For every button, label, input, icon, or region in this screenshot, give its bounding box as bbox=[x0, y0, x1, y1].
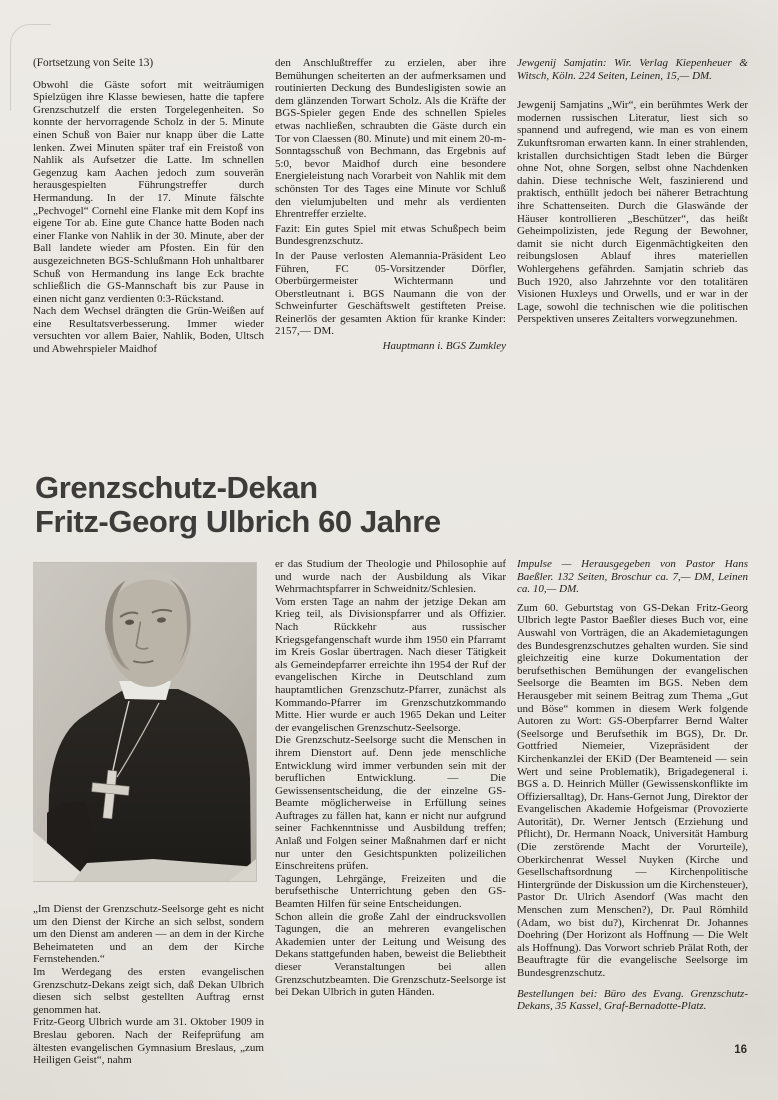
top-column-1 bbox=[33, 57, 264, 471]
page-number: 16 bbox=[734, 1044, 747, 1056]
continuation-note: (Fortsetzung von Seite 13) bbox=[33, 57, 154, 69]
book-review-body: Jewgenij Samjatins „Wir“, ein berühmtes Werk der modernen russischen Literatur, liest sich so spannend und aufregend, wie man es von einem Zukunftsroman erwarten kann. In einer strahlenden, kristallen durchsichtigen Stadt leben die Bürger ohne Not, ohne Sorgen, selbst ohne Nachdenken dahin. Diese technische Welt, faszinierend und praktisch, enthüllt jedoch bei näherer Betrachtung ihre Schattenseiten. Durch die Glaswände der Häuser kontrollieren „Beschützer“, das heißt Geheimpolizisten, jede Regung der Bewohner, damit sie nicht durch Eigenmächtigkeiten den reibungslosen Ablauf ihres materiellen Wohlergehens gefährden. Samjatin schrieb das Buch 1920, also Jahrzehnte vor den totalitären Visionen Huxleys und Orwells, und er war in der Lage, sowohl die technischen wie die politischen Perspektiven unseres Zeitalters vorwegzunehmen. bbox=[517, 99, 748, 326]
paragraph: er das Studium der Theologie und Philosophie auf und wurde nach der Ausbildung als Vikar Wehrmachtspfarrer in Schweidnitz/Schlesien. bbox=[275, 558, 506, 596]
paragraph-fazit: Fazit: Ein gutes Spiel mit etwas Schußpech beim Bundesgrenzschutz. bbox=[275, 222, 506, 248]
article-column-1 bbox=[33, 558, 264, 1096]
paragraph: Nach dem Wechsel drängten die Grün-Weißen auf eine Resultatsverbesserung. Immer wieder versuchten vor allem Baier, Nahlik, Boden, Ultsch und Abwehrspieler Maidhof bbox=[33, 305, 264, 356]
article-column-2 bbox=[275, 558, 506, 1096]
main-article-section bbox=[33, 558, 748, 1096]
paragraph: In der Pause verlosten Alemannia-Präsident Leo Führen, FC 05-Vorsitzender Dörfler, Oberbürgermeister Wichtermann und Oberstleutnant i. BGS Naumann die von der Schweinfurter Geschäftswelt gestifteten Preise. Reinerlös der gesamten Aktion für kranke Kinder: 2157,— DM. bbox=[275, 249, 506, 338]
author-signature: Hauptmann i. BGS Zumkley bbox=[382, 340, 506, 353]
paragraph: Tagungen, Lehrgänge, Freizeiten und die berufsethische Unterrichtung geben den GS-Beamten Hilfen für seine Entscheidungen. bbox=[275, 872, 506, 911]
article-column-3-book-review bbox=[517, 558, 748, 1096]
top-article-section bbox=[33, 57, 748, 471]
headline-line-1: Grenzschutz-Dekan bbox=[35, 470, 318, 505]
paragraph: Obwohl die Gäste sofort mit weiträumigen Spielzügen ihre Klasse bewiesen, hatte die tapfere Grenzschutzelf die ersten Torgelegenheiten. So konnte der hervorragende Scholz in der 5. Minute einen Schuß von Baier nur knapp über die Latte lenken. Zwei Minuten später traf ein Freistoß von Nahlik als Aufsetzer die Latte. Im schnellen Gegenzug kam Aachen jedoch zum souverän herausgespielten Führungstreffer durch Hermandung. In der 17. Minute fälschte „Pechvogel“ Cornehl eine Flanke mit dem Kopf ins eigene Tor ab. Eine gute Chance hatte Boden nach einer Flanke von Nahlik in der 30. Minute, aber der Ball landete wieder am Pfosten. Ein für den ausgezeichneten BGS-Schlußmann Hoh unhaltbarer Schuß von Hermandung ins lange Eck brachte schließlich die GS-Mannschaft bis zur Pause in einen nicht ganz verdienten 0:3-Rückstand. bbox=[33, 78, 264, 305]
paragraph: Schon allein die große Zahl der eindrucksvollen Tagungen, die an mehreren evangelischen Akademien unter der Leitung und Weisung des Dekans stattgefunden haben, beweist die Beliebtheit dieser Veranstaltungen bei allen Grenzschutzbeamten. Die Grenzschutz-Seelsorge ist bei Dekan Ulbrich in guten Händen. bbox=[275, 910, 506, 999]
top-column-2 bbox=[275, 57, 506, 471]
paragraph: Im Werdegang des ersten evangelischen Grenzschutz-Dekans zeigt sich, daß Dekan Ulbrich diesen sich selbst gestellten Auftrag ernst genommen hat. bbox=[33, 965, 264, 1016]
article-headline bbox=[35, 471, 441, 539]
photo-caption-block bbox=[33, 903, 264, 1067]
book-citation: Impulse — Herausgegeben von Pastor Hans Baeßler. 132 Seiten, Broschur ca. 7,— DM, Leinen ca. 10,— DM. bbox=[517, 558, 748, 596]
book-review-body: Zum 60. Geburtstag von GS-Dekan Fritz-Georg Ulbrich legte Pastor Baeßler dieses Buch vor, eine Auswahl von Vorträgen, die an Akademietagungen des Bundesgrenzschutzes gehalten wurden. Sie sind gleichzeitig eine kurze Dokumentation der berufsethischen Bemühungen der evangelischen Seelsorge die Beamten im BGS. Neben dem Herausgeber mit seinem Beitrag zum Thema „Gut und Böse“ kommen in diesem Werk folgende Autoren zu Wort: GS-Oberpfarrer Bernd Walter (Seelsorge und Berufsethik im BGS), Dr. Dr. Gottfried Niemeier, Vizepräsident der Kirchenkanzlei der EKiD (Der Beamteneid — sein Wert und seine Problematik), Brigadegeneral i. BGS a. D. Heinrich Müller (Gewissenskonflikte im Offiziersalltag), Dr. Hans-Gernot Jung, Direktor der Evangelischen Akademie Hofgeismar (Provozierte Autorität), Dr. Werner Jentsch (Erziehung und Pflicht), Dr. Hermann Noack, Universität Hamburg (Die zerstörende Macht der Vorurteile), Oberkirchenrat Wessel Nuyken (Kirche und Gesellschaftsordnung — Kirchenpolitische Hintergründe der Diskussion um die Kirchensteuer), Pastor Dr. Ulrich Asendorf (Was macht den Menschen zum Menschen?), Dr. Paul Römhild (Adam, wo bist du?), Kirchenrat Dr. Johannes Doehring (Der Horizont als Hoffnung — Die Welt als Hoffnung). Das Vorwort schrieb Prälat Roth, der Beauftragte für die evangelische Seelsorge im Bundesgrenzschutz. bbox=[517, 601, 748, 979]
dekan-ulbrich-photo bbox=[33, 563, 256, 881]
book-citation: Jewgenij Samjatin: Wir. Verlag Kiepenheuer & Witsch, Köln. 224 Seiten, Leinen, 15,— DM. bbox=[517, 57, 748, 82]
headline-line-2: Fritz-Georg Ulbrich 60 Jahre bbox=[35, 504, 441, 539]
ordering-info: Bestellungen bei: Büro des Evang. Grenzschutz-Dekans, 35 Kassel, Graf-Bernadotte-Platz. bbox=[517, 987, 748, 1013]
paragraph: Fritz-Georg Ulbrich wurde am 31. Oktober 1909 in Breslau geboren. Nach der Reifeprüfung am ältesten evangelischen Gymnasium Breslaus, „zum Heiligen Geist“, nahm bbox=[33, 1016, 264, 1067]
paragraph: Die Grenzschutz-Seelsorge sucht die Menschen in ihrem Dienstort auf. Denn jede menschliche Entwicklung wird immer verbunden sein mit der beruflichen Entwicklung. — Die Gewissensentscheidung, die der einzelne GS-Beamte möglicherweise in Erfüllung seines Auftrages zu fällen hat, kann er nicht nur aufgrund seiner Fachkenntnisse und Ausbildung treffen; Anlaß und Folgen seiner Maßnahmen darf er nicht nur unter den Gesichtspunkten polizeilichen Einschreitens prüfen. bbox=[275, 734, 506, 873]
quote-paragraph: „Im Dienst der Grenzschutz-Seelsorge geht es nicht um den Dienst der Kirche an sich selbst, sondern um den Dienst am anderen — an dem in der Kirche Beheimateten und an dem der Kirche Fernstehenden.“ bbox=[33, 903, 264, 966]
paragraph: den Anschlußtreffer zu erzielen, aber ihre Bemühungen scheiterten an der aufmerksamen und routinierten Deckung des Bundesligisten sowie an dem glänzenden Torwart Scholz. Als die Kräfte der BGS-Spieler gegen Ende des schnellen Spieles etwas nachließen, schraubten die Gäste durch ein Tor von Claessen (80. Minute) und mit einem 20-m-Sonntagsschuß von Bechmann, das Ergebnis auf 5:0, bevor Maidhof durch eine besondere Energieleistung nach Vorarbeit von Nahlik mit dem schönsten Tor des Tages eine Minute vor Schluß den vielumjubelten und mehr als verdienten Ehrentreffer erzielte. bbox=[275, 57, 506, 221]
paragraph: Vom ersten Tage an nahm der jetzige Dekan am Krieg teil, als Divisionspfarrer und als Offizier. Nach Rückkehr aus russischer Kriegsgefangenschaft wurde ihm 1950 ein Pfarramt im Kreis Goslar übertragen. Nach dieser Tätigkeit als Gemeindepfarrer erreichte ihn 1954 der Ruf der evangelischen Kirche in Deutschland zum hauptamtlichen Grenzschutz-Pfarrer, zunächst als Kommando-Pfarrer im Grenzschutzkommando Mitte. Hier wurde er auch 1965 Dekan und Leiter der evangelischen Grenzschutz-Seelsorge. bbox=[275, 595, 506, 734]
top-column-3-book-review bbox=[517, 57, 748, 471]
